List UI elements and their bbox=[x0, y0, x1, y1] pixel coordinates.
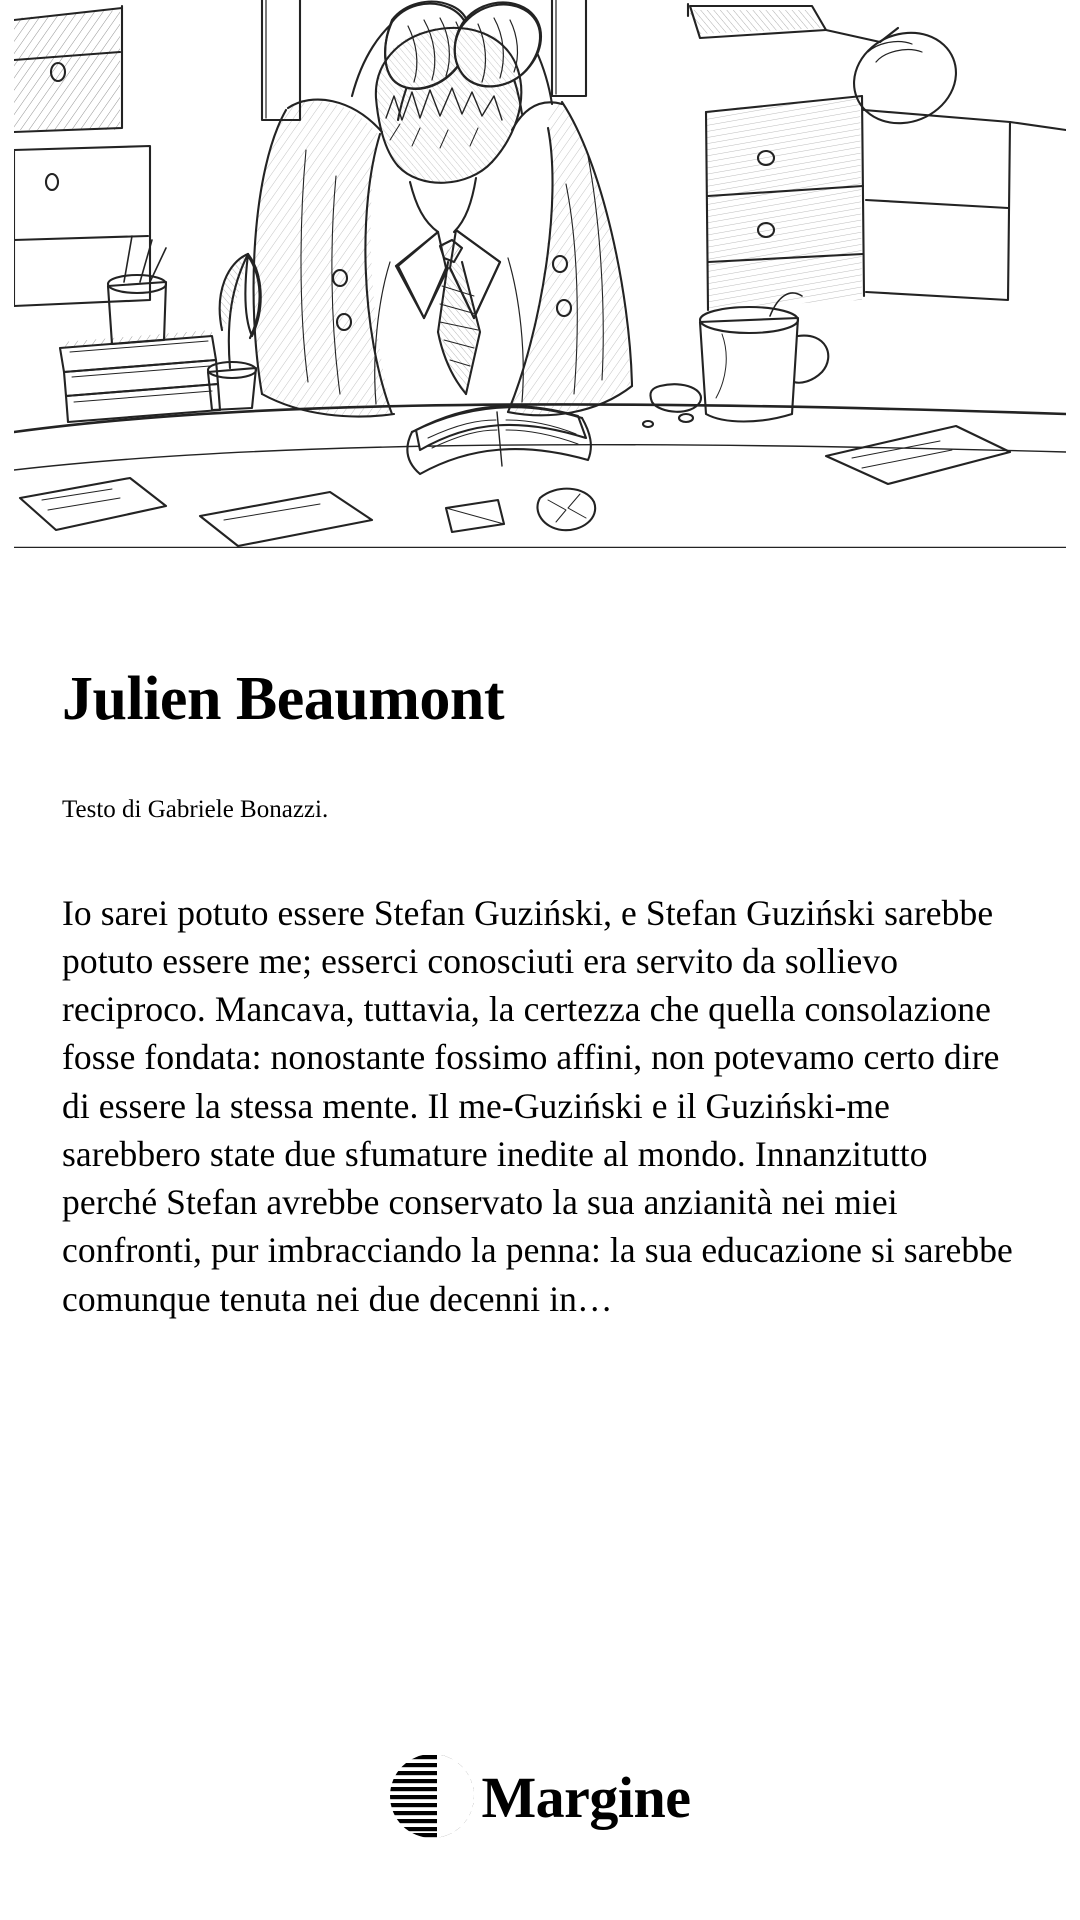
illustration-canvas bbox=[0, 0, 1080, 575]
margine-logo[interactable] bbox=[389, 1753, 690, 1839]
site-footer bbox=[0, 1720, 1080, 1920]
page-title: Julien Beaumont bbox=[62, 665, 505, 733]
article-content bbox=[0, 575, 1080, 1720]
logo-wordmark: Margine bbox=[481, 1765, 691, 1830]
article-body: Io sarei potuto essere Stefan Guziński, e Stefan Guziński sarebbe potuto essere me; esserci conosciuti era servito da sollievo reciproco. Mancava, tuttavia, la certezza che quella consolazione fosse fondata: nonostante fossimo affini, non potevamo certo dire di essere la stessa mente. Il me-Guziński e il Guziński-me sarebbero state due sfumature inedite al mondo. Innanzitutto perché Stefan avrebbe conservato la sua anzianità nei miei confronti, pur imbracciando la penna: la sua educazione si sarebbe comunque tenuta nei due decenni in… bbox=[62, 892, 1013, 1319]
byline: Testo di Gabriele Bonazzi. bbox=[62, 796, 329, 824]
desk-despair-illustration bbox=[0, 0, 1080, 575]
striped-circle-icon bbox=[389, 1753, 475, 1839]
